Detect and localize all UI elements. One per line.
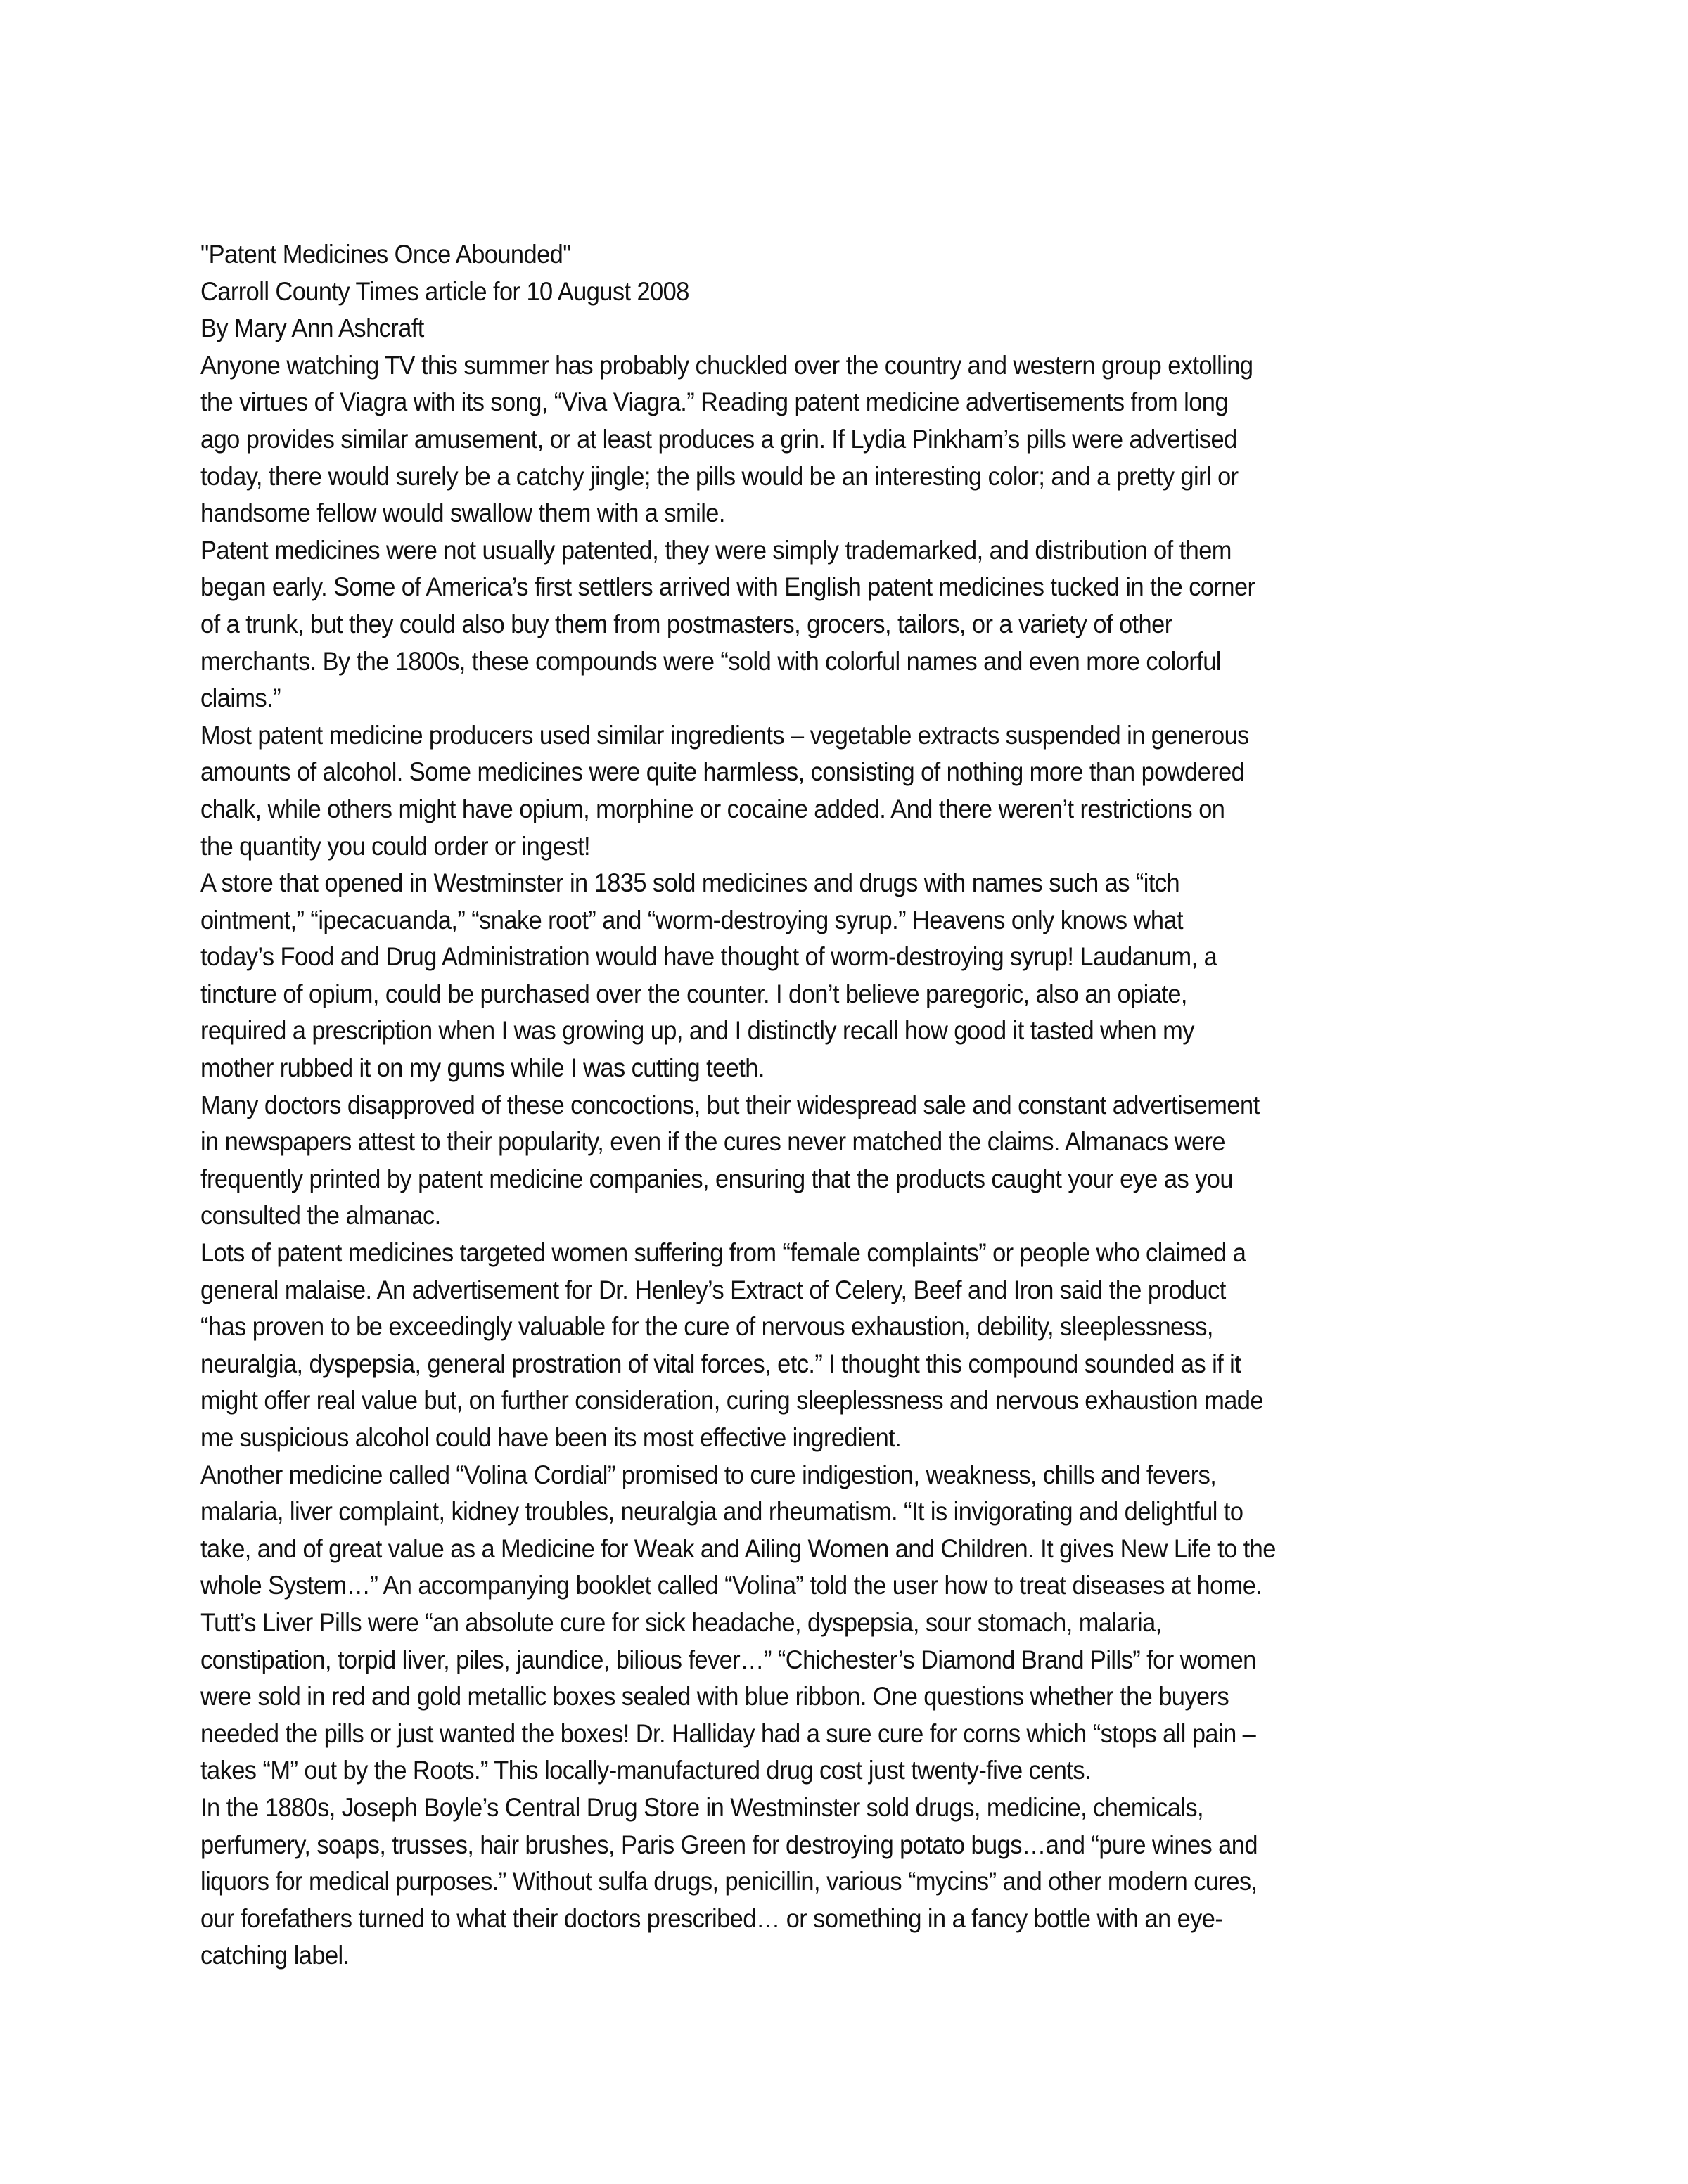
text-line: consulted the almanac. bbox=[200, 1201, 441, 1231]
paragraph-6 bbox=[200, 1235, 1495, 1457]
text-line: constipation, torpid liver, piles, jaundice, bilious fever…” “Chichester’s Diamond Brand Pills” for women bbox=[200, 1645, 1256, 1674]
text-line: today’s Food and Drug Administration would have thought of worm-destroying syrup! Laudanum, a bbox=[200, 942, 1217, 972]
text-line: tincture of opium, could be purchased over the counter. I don’t believe paregoric, also an opiate, bbox=[200, 979, 1187, 1008]
text-line: liquors for medical purposes.” Without sulfa drugs, penicillin, various “mycins” and other modern cures, bbox=[200, 1867, 1258, 1896]
text-line: in newspapers attest to their popularity, even if the cures never matched the claims. Almanacs were bbox=[200, 1127, 1226, 1157]
byline: By Mary Ann Ashcraft bbox=[200, 314, 424, 343]
text-line: A store that opened in Westminster in 1835 sold medicines and drugs with names such as “itch bbox=[200, 868, 1180, 898]
article bbox=[200, 236, 1495, 1974]
text-line: our forefathers turned to what their doctors prescribed… or something in a fancy bottle with an eye- bbox=[200, 1903, 1223, 1933]
text-line: required a prescription when I was growing up, and I distinctly recall how good it tasted when my bbox=[200, 1016, 1194, 1046]
paragraph-8 bbox=[200, 1605, 1495, 1790]
text-line: Patent medicines were not usually patented, they were simply trademarked, and distribution of them bbox=[200, 535, 1232, 565]
text-line: Tutt’s Liver Pills were “an absolute cure for sick headache, dyspepsia, sour stomach, malaria, bbox=[200, 1607, 1162, 1637]
text-line: perfumery, soaps, trusses, hair brushes, Paris Green for destroying potato bugs…and “pure wines and bbox=[200, 1830, 1258, 1859]
text-line: were sold in red and gold metallic boxes sealed with blue ribbon. One questions whether the buyers bbox=[200, 1682, 1229, 1711]
text-line: Many doctors disapproved of these concoctions, but their widespread sale and constant advertisement bbox=[200, 1090, 1260, 1119]
paragraph-7 bbox=[200, 1457, 1495, 1605]
text-line: “has proven to be exceedingly valuable for the cure of nervous exhaustion, debility, sleeplessness, bbox=[200, 1312, 1213, 1342]
text-line: takes “M” out by the Roots.” This locally-manufactured drug cost just twenty-five cents. bbox=[200, 1756, 1092, 1785]
text-line: of a trunk, but they could also buy them from postmasters, grocers, tailors, or a variety of other bbox=[200, 609, 1172, 638]
paragraph-3 bbox=[200, 717, 1495, 865]
text-line: might offer real value but, on further consideration, curing sleeplessness and nervous exhaustion made bbox=[200, 1386, 1263, 1415]
text-line: Anyone watching TV this summer has probably chuckled over the country and western group extolling bbox=[200, 350, 1253, 380]
text-line: general malaise. An advertisement for Dr. Henley’s Extract of Celery, Beef and Iron said the product bbox=[200, 1275, 1226, 1304]
text-line: Another medicine called “Volina Cordial” promised to cure indigestion, weakness, chills and fevers, bbox=[200, 1460, 1217, 1489]
text-line: me suspicious alcohol could have been its most effective ingredient. bbox=[200, 1423, 902, 1452]
text-line: catching label. bbox=[200, 1941, 350, 1970]
text-line: frequently printed by patent medicine companies, ensuring that the products caught your eye as you bbox=[200, 1164, 1233, 1193]
text-line: Most patent medicine producers used similar ingredients – vegetable extracts suspended in generous bbox=[200, 720, 1249, 750]
article-title: "Patent Medicines Once Abounded" bbox=[200, 240, 571, 269]
text-line: handsome fellow would swallow them with a smile. bbox=[200, 499, 725, 528]
text-line: amounts of alcohol. Some medicines were quite harmless, consisting of nothing more than powdered bbox=[200, 757, 1245, 787]
text-line: today, there would surely be a catchy jingle; the pills would be an interesting color; and a pretty girl or bbox=[200, 461, 1239, 491]
paragraph-1 bbox=[200, 347, 1495, 532]
text-line: ointment,” “ipecacuanda,” “snake root” and “worm-destroying syrup.” Heavens only knows what bbox=[200, 905, 1184, 934]
paragraph-4 bbox=[200, 865, 1495, 1087]
text-line: the virtues of Viagra with its song, “Viva Viagra.” Reading patent medicine advertisements from long bbox=[200, 387, 1228, 417]
paragraph-2 bbox=[200, 532, 1495, 717]
paragraph-5 bbox=[200, 1087, 1495, 1235]
text-line: neuralgia, dyspepsia, general prostration of vital forces, etc.” I thought this compound sounded as if it bbox=[200, 1349, 1241, 1378]
text-line: ago provides similar amusement, or at least produces a grin. If Lydia Pinkham’s pills were advertised bbox=[200, 424, 1237, 454]
text-line: merchants. By the 1800s, these compounds were “sold with colorful names and even more colorful bbox=[200, 646, 1221, 676]
text-line: claims.” bbox=[200, 683, 281, 713]
text-line: Lots of patent medicines targeted women suffering from “female complaints” or people who claimed a bbox=[200, 1238, 1246, 1268]
text-line: needed the pills or just wanted the boxes! Dr. Halliday had a sure cure for corns which “stops all pain – bbox=[200, 1719, 1256, 1748]
text-line: began early. Some of America’s first settlers arrived with English patent medicines tucked in the corner bbox=[200, 572, 1255, 602]
text-line: take, and of great value as a Medicine for Weak and Ailing Women and Children. It gives New Life to the bbox=[200, 1534, 1276, 1563]
text-line: mother rubbed it on my gums while I was cutting teeth. bbox=[200, 1053, 765, 1083]
text-line: whole System…” An accompanying booklet called “Volina” told the user how to treat diseases at home. bbox=[200, 1571, 1262, 1600]
text-line: chalk, while others might have opium, morphine or cocaine added. And there weren’t restrictions on bbox=[200, 794, 1225, 823]
paragraph-9 bbox=[200, 1790, 1495, 1974]
publication-line: Carroll County Times article for 10 August 2008 bbox=[200, 276, 689, 306]
text-line: In the 1880s, Joseph Boyle’s Central Drug Store in Westminster sold drugs, medicine, chemicals, bbox=[200, 1792, 1204, 1822]
text-line: the quantity you could order or ingest! bbox=[200, 831, 591, 861]
text-line: malaria, liver complaint, kidney troubles, neuralgia and rheumatism. “It is invigorating and delightful to bbox=[200, 1497, 1243, 1527]
